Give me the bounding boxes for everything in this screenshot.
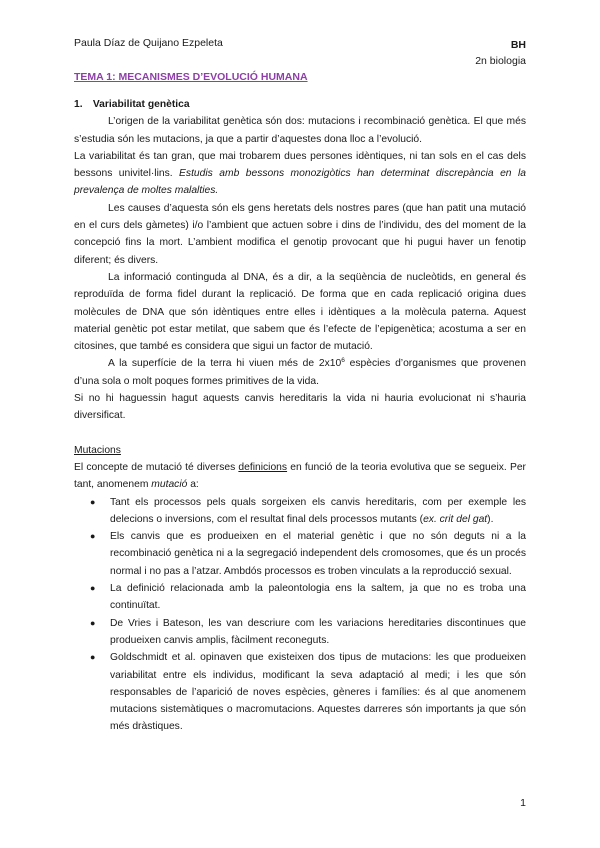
document-title: TEMA 1: MECANISMES D’EVOLUCIÓ HUMANA xyxy=(74,71,308,83)
section-heading xyxy=(74,96,526,113)
paragraph-variability-text: La variabilitat és tan gran, que mai trobarem dues persones idèntiques, ni tan sols en el cas dels bessons univitel·lins. xyxy=(74,150,526,180)
intro-text-c: a: xyxy=(187,479,199,491)
bullet-icon: ● xyxy=(90,617,96,628)
list-item-italic: ex. crit del gat xyxy=(423,513,488,525)
list-item xyxy=(74,528,526,580)
bullet-icon: ● xyxy=(90,583,96,594)
paragraph-dna: La informació continguda al DNA, és a dir, a la seqüència de nucleòtids, en general és reproduïda de forma fidel durant la replicació. De forma que en cada replicació origina dues molècules de DNA que són idèntiques entre elles i idèntiques a la molècula paterna. Aquest material genètic pot estar metilat, que sabem que és l’efecte de l’epigenètica; acostuma a ser en citosines, que també es considera que sigui un factor de mutació. xyxy=(74,271,526,353)
species-exponent: 6 xyxy=(341,357,345,365)
page-number: 1 xyxy=(520,797,526,809)
paragraph-conclusion: Si no hi haguessin hagut aquests canvis hereditaris la vida ni hauria evolucionat ni s’hauria diversificat. xyxy=(74,393,526,422)
list-item xyxy=(74,494,526,529)
list-item-text: Goldschmidt et al. opinaven que existeixen dos tipus de mutacions: les que produeixen variabilitat entre els individus, modificant la seva adaptació al medi; i les que són responsables de l’aparició de noves espècies, gèneres i famílies: és al que anomenem mutacions sistemàtiques o macromutacions. Aquestes darreres són importants ja que són més dràstiques. xyxy=(110,652,526,733)
document-body xyxy=(74,96,526,736)
list-item-text: Els canvis que es produeixen en el material genètic i que no són deguts ni a la recombinació genètica ni a la segregació independent dels cromosomes, que és un procés normal i no pas a l’atzar. Ambdós processos es troben vinculats a la reproducció sexual. xyxy=(110,531,526,577)
mutacions-heading: Mutacions xyxy=(74,444,121,456)
paragraph-origin: L’origen de la variabilitat genètica són dos: mutacions i recombinació genètica. El que més s’estudia són les mutacions, ja que a partir d’aquestes dona lloc a l’evolució. xyxy=(74,116,526,145)
bullet-icon: ● xyxy=(90,652,96,663)
intro-text-b: en funció de la teoria evolutiva que se segueix. Per tant, anomenem xyxy=(74,461,526,491)
paragraph-variability-italic: Estudis amb bessons monozigòtics han determinat discrepància en la prevalença de moltes malalties. xyxy=(74,168,526,197)
list-item xyxy=(74,649,526,735)
list-item-text: Tant els processos pels quals sorgeixen els canvis hereditaris, com per exemple les delecions o inversions, com el resultat final dels processos mutants ( xyxy=(110,496,526,525)
list-item-text: La definició relacionada amb la paleontologia ens la saltem, ja que no es troba una continuïtat. xyxy=(110,583,526,612)
species-text-b: espècies d’organismes que provenen d’una sola o molt poques formes primitives de la vida. xyxy=(74,358,526,387)
list-item-text: De Vries i Bateson, les van descriure com les variacions hereditaries discontinues que produeixen canvis amplis, fàcilment reconeguts. xyxy=(110,617,526,646)
paragraph-species xyxy=(74,355,526,390)
header-course xyxy=(475,37,526,69)
list-item-tail: ). xyxy=(487,513,494,525)
mutacions-intro xyxy=(74,459,526,494)
header-course-code: BH xyxy=(510,39,526,51)
intro-text-a: El concepte de mutació té diverses xyxy=(74,461,239,473)
header-course-name: 2n biologia xyxy=(475,55,526,67)
intro-italic: mutació xyxy=(151,479,188,491)
header-author: Paula Díaz de Quijano Ezpeleta xyxy=(74,37,223,49)
list-item xyxy=(74,615,526,650)
definicions-link[interactable]: definicions xyxy=(238,461,288,473)
section-number: 1. xyxy=(74,99,83,110)
paragraph-causes: Les causes d’aquesta són els gens heretats dels nostres pares (que han patit una mutació en el curs dels gàmetes) i/o l’ambient que actuen sobre i dins de l’individu, des del moment de la concepció fins la mort. L’ambient modifica el genotip provocant que hi pugui haver un fenotip diferent; és divers. xyxy=(74,202,526,266)
section-title: Variabilitat genètica xyxy=(92,99,190,110)
bullet-icon: ● xyxy=(90,496,96,507)
list-item xyxy=(74,580,526,615)
species-text-a: A la superfície de la terra hi viuen més de 2x10 xyxy=(108,358,342,370)
mutacions-list xyxy=(74,494,526,736)
paragraph-variability xyxy=(74,148,526,200)
bullet-icon: ● xyxy=(90,531,96,542)
